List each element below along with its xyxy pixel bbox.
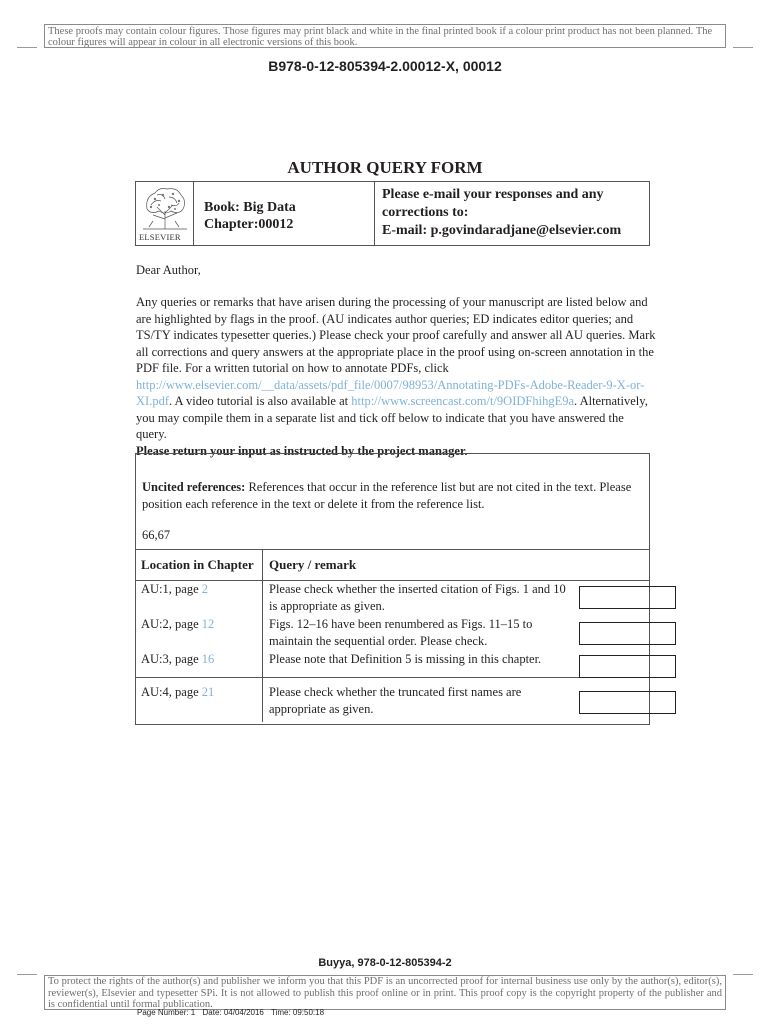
greeting: Dear Author, [136, 263, 201, 277]
query-remark: Please check whether the inserted citation of Figs. 1 and 10 is appropriate as given. [269, 582, 566, 613]
proof-time: Time: 09:50:18 [270, 1008, 325, 1017]
instructions-paragraph [136, 294, 656, 459]
book-title: Book: Big Data [204, 200, 296, 215]
video-tutorial-link[interactable]: http://www.screencast.com/t/9OIDFhihgE9a [351, 394, 575, 408]
query-column-header: Query / remark [263, 550, 651, 581]
page-number: Page Number: 1 [137, 1008, 196, 1017]
table-header [135, 550, 650, 581]
answer-checkbox[interactable] [579, 586, 676, 609]
query-location: AU:4, page 21 [135, 678, 263, 723]
query-location: AU:2, page 12 [135, 616, 263, 651]
uncited-text: References that occur in the reference list but are not cited in the text. Please position each reference in the text or delete it from the reference list. [142, 480, 632, 511]
page-link[interactable]: 21 [201, 685, 215, 699]
instructions-text-1: Any queries or remarks that have arisen during the processing of your manuscript are listed below and are highlighted by flags in the proof. (AU indicates author queries; ED indicates editor queries; and TS/TY indicates typesetter queries.) Please check your proof carefully and answer all AU queries. Mark all corrections and query answers at the appropriate place in the proof using on-screen annotation in the PDF file. For a written tutorial on how to annotate PDFs, click [136, 295, 656, 375]
elsevier-wordmark: ELSEVIER [139, 232, 181, 242]
instructions-text-2: . A video tutorial is also available at [168, 394, 352, 408]
query-box [135, 453, 650, 725]
query-location: AU:1, page 2 [135, 581, 263, 617]
uncited-references-note [142, 479, 648, 512]
running-footer: Buyya, 978-0-12-805394-2 [318, 957, 452, 969]
elsevier-logo [136, 182, 194, 245]
answer-checkbox[interactable] [579, 691, 676, 714]
query-remark: Please check whether the truncated first names are appropriate as given. [263, 678, 651, 723]
crop-mark [733, 974, 753, 975]
answer-checkbox[interactable] [579, 622, 676, 645]
book-info [204, 199, 296, 233]
crop-mark [733, 47, 753, 48]
page-meta [137, 1008, 329, 1017]
uncited-label: Uncited references: [142, 480, 246, 494]
form-title: AUTHOR QUERY FORM [287, 158, 483, 177]
answer-checkbox[interactable] [579, 655, 676, 678]
top-proof-notice: These proofs may contain colour figures. Those figures may print black and white in the final printed book if a colour print product has not been planned. The colour figures will appear in colour in all electronic versions of this book. [44, 24, 726, 48]
query-remark: Figs. 12–16 have been renumbered as Figs. 11–15 to maintain the sequential order. Please check. [269, 617, 533, 648]
crop-mark [17, 47, 37, 48]
crop-mark [17, 974, 37, 975]
location-column-header: Location in Chapter [135, 550, 263, 581]
instructions-text-3: . Alternatively, you may compile them in a separate list and tick off below to indicate that you have answered the query. [136, 394, 648, 441]
chapter-doi: B978-0-12-805394-2.00012-X, 00012 [268, 58, 502, 74]
table-row [135, 581, 650, 617]
query-form-header [135, 181, 650, 246]
table-row [135, 616, 650, 651]
page-link[interactable]: 12 [201, 617, 215, 631]
return-instruction: Please return your input as instructed by the project manager. [136, 443, 468, 458]
query-table [135, 549, 650, 722]
email-address[interactable]: E-mail: p.govindaradjane@elsevier.com [382, 223, 622, 238]
page-link[interactable]: 16 [201, 652, 215, 666]
table-row [135, 651, 650, 678]
email-instructions [374, 182, 650, 245]
query-location: AU:3, page 16 [135, 651, 263, 678]
annotation-tutorial-link[interactable]: http://www.elsevier.com/__data/assets/pdf_file/0007/98953/Annotating-PDFs-Adobe-Reader-9-X-or-XI.pdf [136, 377, 645, 408]
chapter-number: Chapter:00012 [204, 217, 294, 232]
query-remark: Please note that Definition 5 is missing in this chapter. [269, 652, 542, 666]
bottom-proof-notice: To protect the rights of the author(s) and publisher we inform you that this PDF is an uncorrected proof for internal business use only by the author(s), editor(s), reviewer(s), Elsevier and typesetter SPi. It is not allowed to publish this proof online or in print. This proof copy is the copyright property of the publisher and is confidential until formal publication. [44, 975, 726, 1010]
table-row [135, 678, 650, 723]
email-line-2: corrections to: [382, 205, 469, 220]
uncited-reference-numbers: 66,67 [142, 528, 171, 542]
proof-date: Date: 04/04/2016 [202, 1008, 264, 1017]
page-link[interactable]: 2 [201, 582, 208, 596]
email-line-1: Please e-mail your responses and any [382, 187, 604, 202]
elsevier-tree-icon [141, 185, 189, 231]
